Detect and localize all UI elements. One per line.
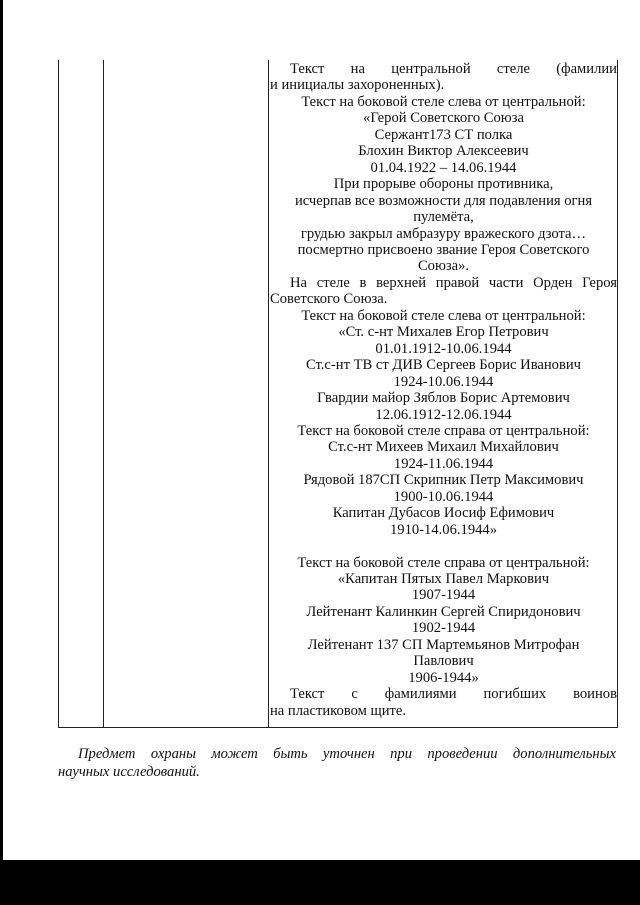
text-line: Лейтенант Калинкин Сергей Спиридонович: [306, 603, 581, 620]
text-line: Союза».: [417, 258, 470, 275]
text-line: исчерпав все возможности для подавления огня: [294, 192, 593, 209]
text-line: Советского Союза.: [270, 291, 388, 308]
text-line: При прорыве обороны противника,: [333, 176, 554, 193]
table-border-right: [617, 60, 618, 728]
text-line: 01.01.1912-10.06.1944: [375, 340, 512, 357]
text-line: посмертно присвоено звание Героя Советского: [297, 241, 590, 258]
text-line: 1907-1944: [411, 587, 476, 604]
blank-line: [270, 538, 617, 554]
text-line: 1910-14.06.1944»: [389, 521, 498, 538]
text-line: Ст.с-нт Михеев Михаил Михайлович: [328, 439, 559, 456]
table-column-divider-1: [103, 60, 104, 728]
text-line: и инициалы захороненных).: [270, 77, 445, 94]
monument-table: [58, 60, 618, 728]
text-line: Текст на боковой стеле слева от центральной:: [301, 307, 586, 324]
text-line: Лейтенант 137 СП Мартемьянов Митрофан: [307, 636, 580, 653]
table-border-left: [58, 60, 59, 728]
note-line-1: Предмет охраны может быть уточнен при проведении дополнительных: [78, 746, 616, 762]
text-line: «Ст. с-нт Михалев Егор Петрович: [338, 324, 549, 341]
page-left-edge: [0, 0, 3, 860]
text-line: «Герой Советского Союза: [363, 110, 524, 127]
text-line: Рядовой 187СП Скрипник Петр Максимович: [303, 472, 584, 489]
protection-note: [58, 745, 616, 781]
note-line-2: научных исследований.: [58, 764, 200, 780]
text-line: Текст на боковой стеле справа от центральной:: [297, 554, 590, 571]
text-line: грудью закрыл амбразуру вражеского дзота…: [300, 225, 587, 242]
text-line: «Капитан Пятых Павел Маркович: [337, 571, 550, 588]
text-line: 01.04.1922 – 14.06.1944: [370, 159, 517, 176]
text-line: Блохин Виктор Алексеевич: [358, 143, 529, 160]
text-line: Текст на боковой стеле справа от центральной:: [297, 422, 590, 439]
text-line: Гвардии майор Зяблов Борис Артемович: [317, 390, 570, 407]
text-line: 1902-1944: [411, 620, 476, 637]
text-line: На стеле в верхней правой части Орден Героя: [290, 274, 617, 291]
text-line: Ст.с-нт ТВ ст ДИВ Сергеев Борис Иванович: [305, 357, 582, 374]
text-line: Капитан Дубасов Иосиф Ефимович: [332, 505, 555, 522]
text-line: Текст на центральной стеле (фамилии: [290, 61, 617, 77]
text-line: Текст с фамилиями погибших воинов: [290, 686, 617, 703]
text-line: 1924-10.06.1944: [393, 373, 494, 390]
text-line: Сержант173 СТ полка: [374, 126, 513, 143]
text-line: 1906-1944»: [408, 669, 479, 686]
text-line: на пластиковом щите.: [270, 702, 407, 719]
table-column-divider-2: [268, 60, 269, 728]
scan-bottom-border: [0, 860, 640, 905]
text-line: Текст на боковой стеле слева от центральной:: [301, 93, 586, 110]
text-line: Павлович: [413, 653, 474, 670]
text-line: 12.06.1912-12.06.1944: [375, 406, 512, 423]
text-line: 1924-11.06.1944: [393, 455, 494, 472]
text-line: пулемёта,: [413, 209, 474, 226]
text-line: 1900-10.06.1944: [393, 488, 494, 505]
inscription-cell: [270, 61, 617, 719]
table-border-bottom: [58, 727, 618, 728]
